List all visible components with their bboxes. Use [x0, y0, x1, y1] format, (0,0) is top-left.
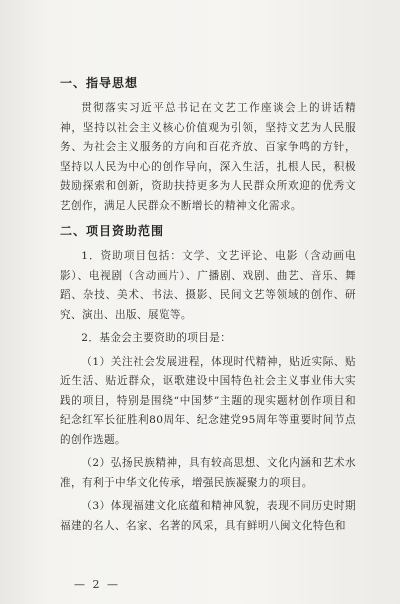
paragraph-sub-item-1: （1）关注社会发展进程，体现时代精神，贴近实际、贴近生活、贴近群众，讴歌建设中国特色社会主义事业伟大实践的项目，特别是围绕“中国梦”主题的现实题材创作项目和纪念红军长征胜利80周年、纪念建党95周年等重要时间节点的创作选题。 [60, 355, 356, 446]
paragraph-sub-item-3: （3）体现福建文化底蕴和精神风貌，表现不同历史时期福建的名人、名家、名著的风采，具有鲜明八闽文化特色和 [60, 500, 356, 532]
paragraph-item-1: 1．资助项目包括：文学、文艺评论、电影（含动画电影）、电视剧（含动画片）、广播剧、戏剧、曲艺、音乐、舞蹈、杂技、美术、书法、摄影、民间文艺等领域的创作、研究、演出、出版、展览等。 [60, 250, 356, 321]
paragraph-item-2-intro: 2．基金会主要资助的项目是： [81, 332, 232, 344]
page-number: — 2 — [74, 578, 120, 591]
paragraph-guiding-ideology: 贯彻落实习近平总书记在文艺工作座谈会上的讲话精神，坚持以社会主义核心价值观为引领，坚持文艺为人民服务、为社会主义服务的方向和百花齐放、百家争鸣的方针，坚持以人民为中心的创作导向，深入生活，扎根人民，积极鼓励探索和创新，资助扶持更多为人民群众所欢迎的优秀文艺创作，满足人民群众不断增长的精神文化需求。 [60, 102, 356, 212]
paragraph-sub-item-2: （2）弘扬民族精神，具有较高思想、文化内涵和艺术水准，有利于中华文化传承，增强民族凝聚力的项目。 [60, 457, 356, 489]
section-heading-funding-scope: 二、项目资助范围 [60, 224, 165, 238]
section-heading-guiding-ideology: 一、指导思想 [60, 76, 139, 90]
